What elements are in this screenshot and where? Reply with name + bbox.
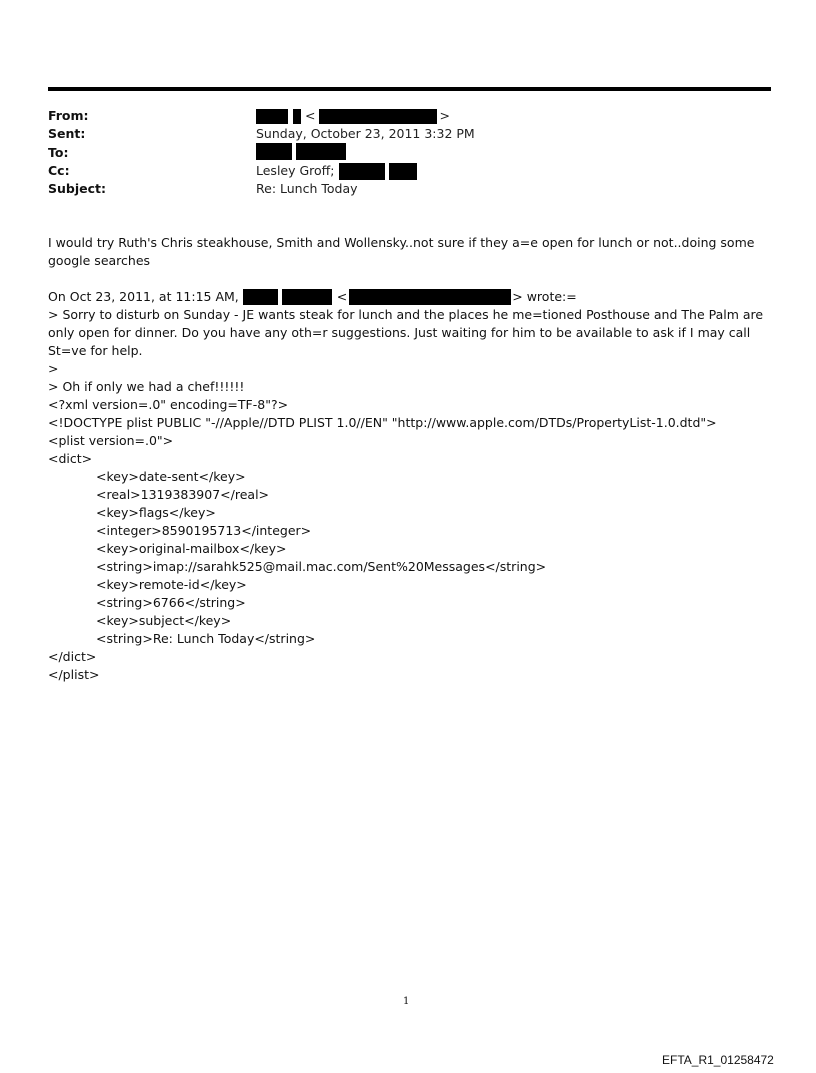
plist-entry: <key>subject</key> xyxy=(96,613,232,628)
redaction-block xyxy=(256,143,292,160)
page-number: 1 xyxy=(403,996,410,1007)
body-paragraph: I would try Ruth's Chris steakhouse, Smith and Wollensky..not sure if they a=e open for lunch or not..doing some google searches xyxy=(48,235,755,268)
subject-value: Re: Lunch Today xyxy=(256,181,358,196)
from-email-close: > xyxy=(439,108,450,123)
quote-intro xyxy=(48,288,770,306)
plist-entry: <string>imap://sarahk525@mail.mac.com/Sent%20Messages</string> xyxy=(96,559,547,574)
dict-open: <dict> xyxy=(48,451,93,466)
document-id: EFTA_R1_01258472 xyxy=(662,1053,774,1067)
from-email-open: < xyxy=(305,108,316,123)
redaction-block xyxy=(319,109,437,124)
plist-doctype: <!DOCTYPE plist PUBLIC "-//Apple//DTD PLIST 1.0//EN" "http://www.apple.com/DTDs/PropertyList-1.0.dtd"> xyxy=(48,415,717,430)
plist-entry: <string>Re: Lunch Today</string> xyxy=(96,631,316,646)
plist-entry: <string>6766</string> xyxy=(96,595,246,610)
to-value xyxy=(256,143,346,160)
plist-entry: <key>flags</key> xyxy=(96,505,216,520)
plist-open: <plist version=.0"> xyxy=(48,433,174,448)
subject-label: Subject: xyxy=(48,181,106,196)
quote-line: > Sorry to disturb on Sunday - JE wants steak for lunch and the places he me=tioned Posthouse and The Palm are only open for dinner. Do you have any oth=r suggestions. Just waiting for him to be available to ask if I may call St=ve for help. xyxy=(48,307,764,358)
header-rule xyxy=(48,87,771,91)
redaction-block xyxy=(282,289,332,305)
plist-entry: <real>1319383907</real> xyxy=(96,487,270,502)
dict-close: </dict> xyxy=(48,649,97,664)
plist-close: </plist> xyxy=(48,667,100,682)
cc-value xyxy=(256,162,417,180)
redaction-block xyxy=(389,163,417,180)
plist-entry: <integer>8590195713</integer> xyxy=(96,523,312,538)
redaction-block xyxy=(296,143,346,160)
redaction-block xyxy=(293,109,301,124)
from-label: From: xyxy=(48,108,89,123)
sent-label: Sent: xyxy=(48,126,86,141)
sent-value: Sunday, October 23, 2011 3:32 PM xyxy=(256,126,475,141)
from-value xyxy=(256,107,450,125)
quote-line: > Oh if only we had a chef!!!!!! xyxy=(48,379,245,394)
plist-entry: <key>date-sent</key> xyxy=(96,469,246,484)
redaction-block xyxy=(349,289,511,305)
redaction-block xyxy=(243,289,278,305)
plist-xml-decl: <?xml version=.0" encoding=TF-8"?> xyxy=(48,397,289,412)
redaction-block xyxy=(256,109,288,124)
redaction-block xyxy=(339,163,385,180)
cc-name: Lesley Groff; xyxy=(256,163,335,178)
quote-intro-prefix: On Oct 23, 2011, at 11:15 AM, xyxy=(48,289,239,304)
cc-label: Cc: xyxy=(48,163,70,178)
quote-intro-suffix: > wrote:= xyxy=(512,289,577,304)
quote-intro-lt: < xyxy=(336,289,348,304)
plist-entry: <key>original-mailbox</key> xyxy=(96,541,287,556)
to-label: To: xyxy=(48,145,69,160)
plist-entry: <key>remote-id</key> xyxy=(96,577,247,592)
quote-line: > xyxy=(48,361,59,376)
